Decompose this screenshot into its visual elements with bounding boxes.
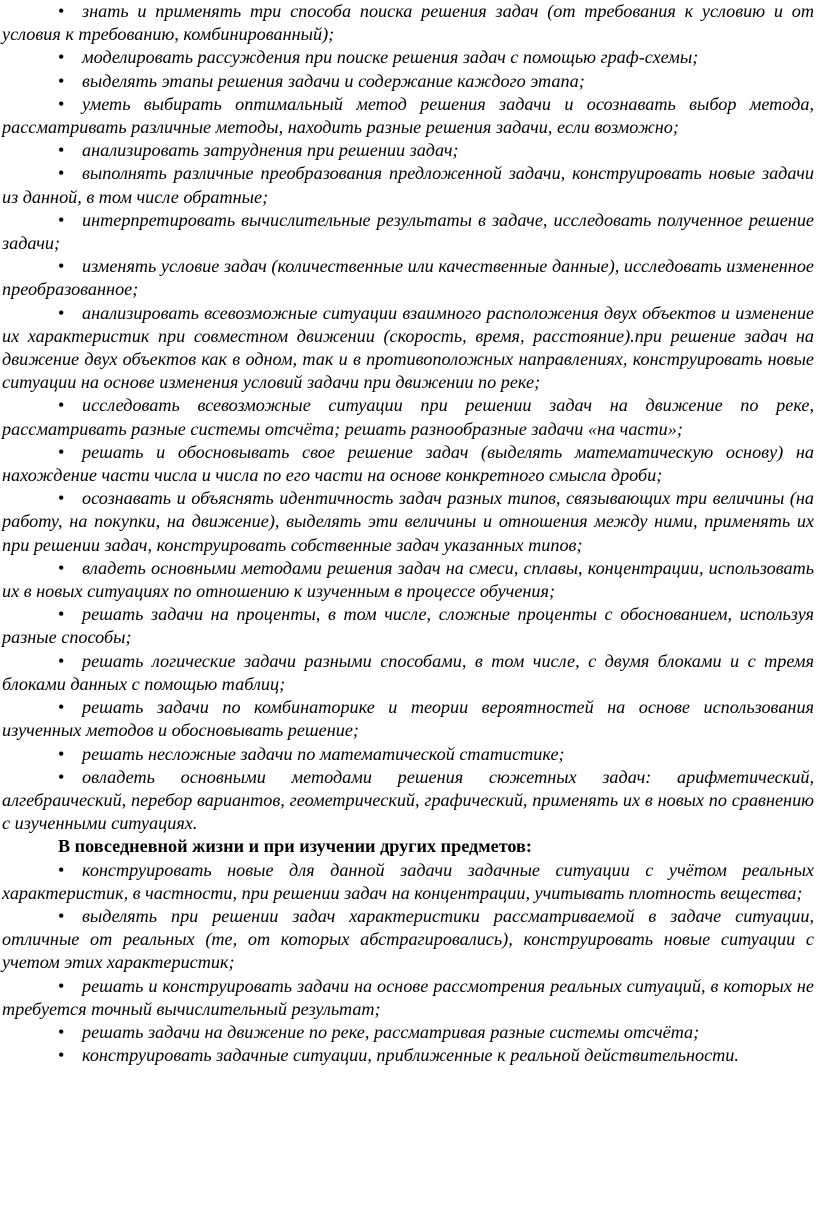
- bullet-icon: •: [58, 163, 65, 184]
- list-item-text: овладеть основными методами решения сюжетных задач: арифметический, алгебраический, перебор вариантов, геометрический, графический, применять их в новых по сравнению с изученными ситуациях.: [2, 766, 814, 834]
- list-item: [2, 743, 814, 766]
- list-item: [2, 650, 814, 696]
- list-item-text: решать несложные задачи по математической статистике;: [82, 743, 565, 764]
- skills-list: [2, 0, 814, 835]
- list-item-text: конструировать новые для данной задачи задачные ситуации с учётом реальных характеристик, в частности, при решении задач на концентрации, учитывать плотность вещества;: [2, 859, 814, 903]
- list-item: [2, 1021, 814, 1044]
- list-item-text: моделировать рассуждения при поиске решения задач с помощью граф-схемы;: [82, 47, 699, 68]
- bullet-icon: •: [58, 604, 65, 625]
- bullet-icon: •: [58, 70, 65, 91]
- bullet-icon: •: [58, 209, 65, 230]
- list-item-text: решать и конструировать задачи на основе рассмотрения реальных ситуаций, в которых не требуется точный вычислительный результат;: [2, 975, 814, 1019]
- list-item-text: владеть основными методами решения задач на смеси, сплавы, концентрации, использовать их в новых ситуациях по отношению к изученным в процессе обучения;: [2, 557, 814, 602]
- list-item-text: решать логические задачи разными способами, в том числе, с двумя блоками и с тремя блоками данных с помощью таблиц;: [2, 650, 814, 694]
- list-item: [2, 1044, 814, 1067]
- list-item-text: исследовать всевозможные ситуации при решении задач на движение по реке, рассматривать разные системы отсчёта; решать разнообразные задачи «на части»;: [2, 395, 814, 439]
- list-item: [2, 139, 814, 162]
- bullet-icon: •: [58, 93, 65, 114]
- list-item: [2, 859, 814, 905]
- list-item: [2, 46, 814, 69]
- list-item: [2, 162, 814, 208]
- list-item: [2, 255, 814, 301]
- bullet-icon: •: [58, 47, 65, 68]
- bullet-icon: •: [58, 557, 65, 578]
- bullet-icon: •: [58, 140, 65, 161]
- section-heading: В повседневной жизни и при изучении других предметов:: [58, 836, 532, 857]
- list-item: [2, 603, 814, 649]
- bullet-icon: •: [58, 302, 65, 323]
- list-item-text: выполнять различные преобразования предложенной задачи, конструировать новые задачи из данной, в том числе обратные;: [2, 163, 814, 207]
- bullet-icon: •: [58, 766, 65, 787]
- list-item: [2, 905, 814, 975]
- list-item-text: уметь выбирать оптимальный метод решения задачи и осознавать выбор метода, рассматривать различные методы, находить разные решения задачи, если возможно;: [2, 93, 814, 138]
- list-item-text: изменять условие задач (количественные или качественные данные), исследовать измененное преобразованное;: [2, 256, 814, 300]
- bullet-icon: •: [58, 650, 65, 671]
- list-item-text: выделять при решении задач характеристики рассматриваемой в задаче ситуации, отличные от реальных (те, от которых абстрагировались), конструировать новые ситуации с учетом этих характеристик;: [2, 905, 814, 973]
- list-item-text: конструировать задачные ситуации, приближенные к реальной действительности.: [82, 1045, 739, 1066]
- bullet-icon: •: [58, 859, 65, 880]
- list-item: [2, 394, 814, 440]
- list-item: [2, 93, 814, 139]
- list-item-text: выделять этапы решения задачи и содержание каждого этапа;: [82, 70, 585, 91]
- bullet-icon: •: [58, 743, 65, 764]
- bullet-icon: •: [58, 697, 65, 718]
- list-item-text: решать и обосновывать свое решение задач (выделять математическую основу) на нахождение части числа и числа по его части на основе конкретного смысла дроби;: [2, 441, 814, 486]
- list-item-text: решать задачи на движение по реке, рассматривая разные системы отсчёта;: [82, 1021, 700, 1042]
- list-item-text: решать задачи по комбинаторике и теории вероятностей на основе использования изученных методов и обосновывать решение;: [2, 697, 814, 741]
- list-item-text: знать и применять три способа поиска решения задач (от требования к условию и от условия к требованию, комбинированный);: [2, 1, 814, 45]
- bullet-icon: •: [58, 975, 65, 996]
- bullet-icon: •: [58, 395, 65, 416]
- list-item: [2, 766, 814, 836]
- list-item: [2, 696, 814, 742]
- list-item-text: решать задачи на проценты, в том числе, сложные проценты с обоснованием, используя разные способы;: [2, 604, 814, 648]
- everyday-skills-list: [2, 859, 814, 1068]
- bullet-icon: •: [58, 256, 65, 277]
- list-item: [2, 487, 814, 557]
- list-item: [2, 975, 814, 1021]
- list-item: [2, 557, 814, 603]
- bullet-icon: •: [58, 905, 65, 926]
- bullet-icon: •: [58, 1045, 65, 1066]
- list-item: [2, 70, 814, 93]
- bullet-icon: •: [58, 1, 65, 21]
- list-item: [2, 302, 814, 395]
- list-item: [2, 0, 814, 46]
- list-item-text: осознавать и объяснять идентичность задач разных типов, связывающих три величины (на работу, на покупки, на движение), выделять эти величины и отношения между ними, применять их при решении задач, конструировать собственные задач указанных типов;: [2, 488, 814, 555]
- list-item-text: интерпретировать вычислительные результаты в задаче, исследовать полученное решение задачи;: [2, 209, 814, 254]
- bullet-icon: •: [58, 488, 65, 509]
- list-item-text: анализировать затруднения при решении задач;: [82, 140, 459, 161]
- bullet-icon: •: [58, 1021, 65, 1042]
- list-item-text: анализировать всевозможные ситуации взаимного расположения двух объектов и изменение их характеристик при совместном движении (скорость, время, расстояние).при решение задач на движение двух объектов как в одном, так и в противоположных направлениях, конструировать новые ситуации на основе изменения условий задачи при движении по реке;: [2, 302, 814, 393]
- list-item: [2, 209, 814, 255]
- bullet-icon: •: [58, 441, 65, 462]
- list-item: [2, 441, 814, 487]
